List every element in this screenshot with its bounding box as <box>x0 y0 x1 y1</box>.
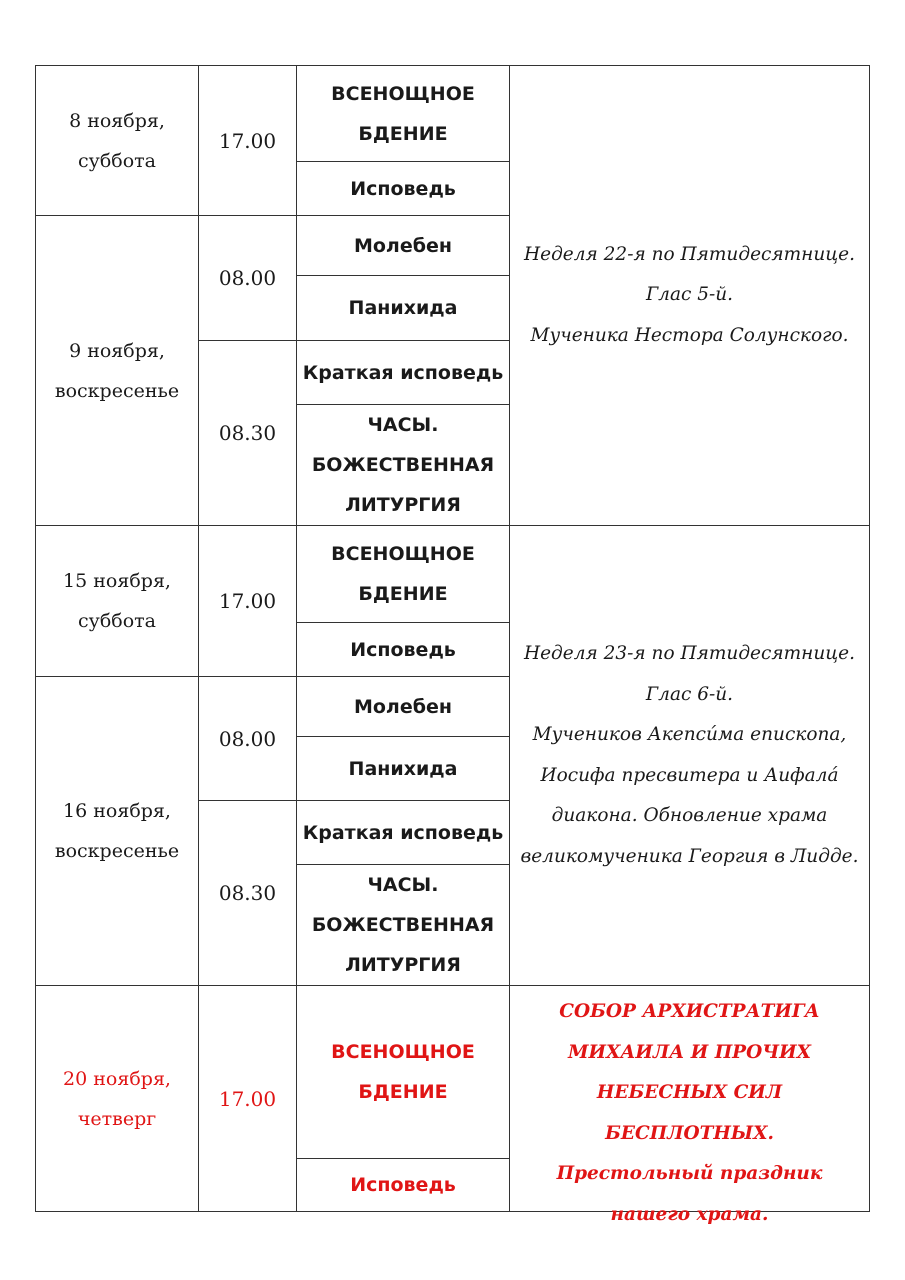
note-line: Неделя 22-я по Пятидесятнице. <box>523 243 856 265</box>
note-line: Глас 6-й. <box>645 683 734 705</box>
service-name: Исповедь <box>350 177 456 200</box>
note-line: Престольный праздник <box>556 1163 823 1184</box>
note-line: МИХАИЛА И ПРОЧИХ <box>568 1041 811 1063</box>
service-time: 17.00 <box>218 128 277 153</box>
day-date-cell <box>36 216 198 525</box>
note-line: диакона. Обновление храма <box>551 805 828 826</box>
note-line: Иосифа пресвитера и Аифала́ <box>540 764 839 786</box>
service-name: Исповедь <box>350 638 456 661</box>
day-date-cell <box>36 677 198 985</box>
service-name: БДЕНИЕ <box>358 122 448 145</box>
service-name: БДЕНИЕ <box>358 1081 448 1103</box>
service-name: ЛИТУРГИЯ <box>345 494 461 516</box>
service-cell <box>297 865 509 985</box>
service-time: 08.30 <box>218 881 277 905</box>
liturgical-note <box>510 526 869 985</box>
service-name: Молебен <box>353 695 453 718</box>
service-cell <box>297 405 509 525</box>
service-name: БОЖЕСТВЕННАЯ <box>311 454 495 476</box>
day-date: 16 ноября, <box>63 800 171 822</box>
service-cell <box>297 66 509 161</box>
service-cell <box>297 526 509 622</box>
service-cell <box>297 216 509 275</box>
service-time: 08.00 <box>218 726 277 751</box>
note-line: нашего храма. <box>610 1203 769 1225</box>
day-weekday: воскресенье <box>54 840 180 862</box>
note-line: НЕБЕСНЫХ СИЛ БЕСПЛОТНЫХ. <box>596 1082 783 1144</box>
day-date: 8 ноября, <box>69 109 165 132</box>
liturgical-note <box>510 66 869 525</box>
service-name: ЧАСЫ. <box>367 414 439 436</box>
day-date: 9 ноября, <box>69 339 165 362</box>
service-cell <box>297 341 509 404</box>
note-line: великомученика Георгия в Лидде. <box>520 845 859 867</box>
service-name: Молебен <box>353 234 453 257</box>
day-date-cell <box>36 986 198 1211</box>
day-weekday: воскресенье <box>54 379 180 402</box>
service-time: 08.00 <box>218 266 277 290</box>
day-weekday: четверг <box>77 1107 157 1130</box>
service-name: ЛИТУРГИЯ <box>345 954 461 976</box>
service-cell <box>297 162 509 215</box>
day-date-cell <box>36 526 198 676</box>
service-name: ВСЕНОЩНОЕ <box>331 82 475 105</box>
service-name: ВСЕНОЩНОЕ <box>331 543 475 565</box>
feast-note <box>510 986 869 1225</box>
note-line: Мученика Нестора Солунского. <box>530 324 849 346</box>
service-cell <box>297 1159 509 1211</box>
service-name: ВСЕНОЩНОЕ <box>331 1041 475 1063</box>
day-date: 15 ноября, <box>63 570 171 592</box>
service-cell <box>297 801 509 864</box>
note-line: Мучеников Акепси́ма епископа, <box>532 724 847 745</box>
service-name: Панихида <box>348 297 458 319</box>
service-name: Исповедь <box>350 1174 456 1196</box>
service-cell <box>297 677 509 736</box>
service-cell <box>297 623 509 676</box>
day-date-cell <box>36 66 198 215</box>
service-name: ЧАСЫ. <box>367 874 439 896</box>
service-time: 17.00 <box>218 1086 277 1111</box>
day-date: 20 ноября, <box>63 1067 171 1090</box>
note-line: СОБОР АРХИСТРАТИГА <box>559 1001 820 1022</box>
service-name: БДЕНИЕ <box>358 583 448 605</box>
day-weekday: суббота <box>78 610 156 632</box>
service-cell <box>297 986 509 1158</box>
service-cell <box>297 737 509 800</box>
day-weekday: суббота <box>78 149 156 172</box>
service-time: 08.30 <box>218 421 277 445</box>
service-cell <box>297 276 509 340</box>
service-name: Панихида <box>348 757 458 780</box>
note-line: Неделя 23-я по Пятидесятнице. <box>523 643 855 664</box>
service-time: 17.00 <box>218 589 277 613</box>
service-name: БОЖЕСТВЕННАЯ <box>311 914 495 936</box>
service-name: Краткая исповедь <box>302 821 504 844</box>
note-line: Глас 5-й. <box>645 284 734 306</box>
service-name: Краткая исповедь <box>302 361 504 384</box>
